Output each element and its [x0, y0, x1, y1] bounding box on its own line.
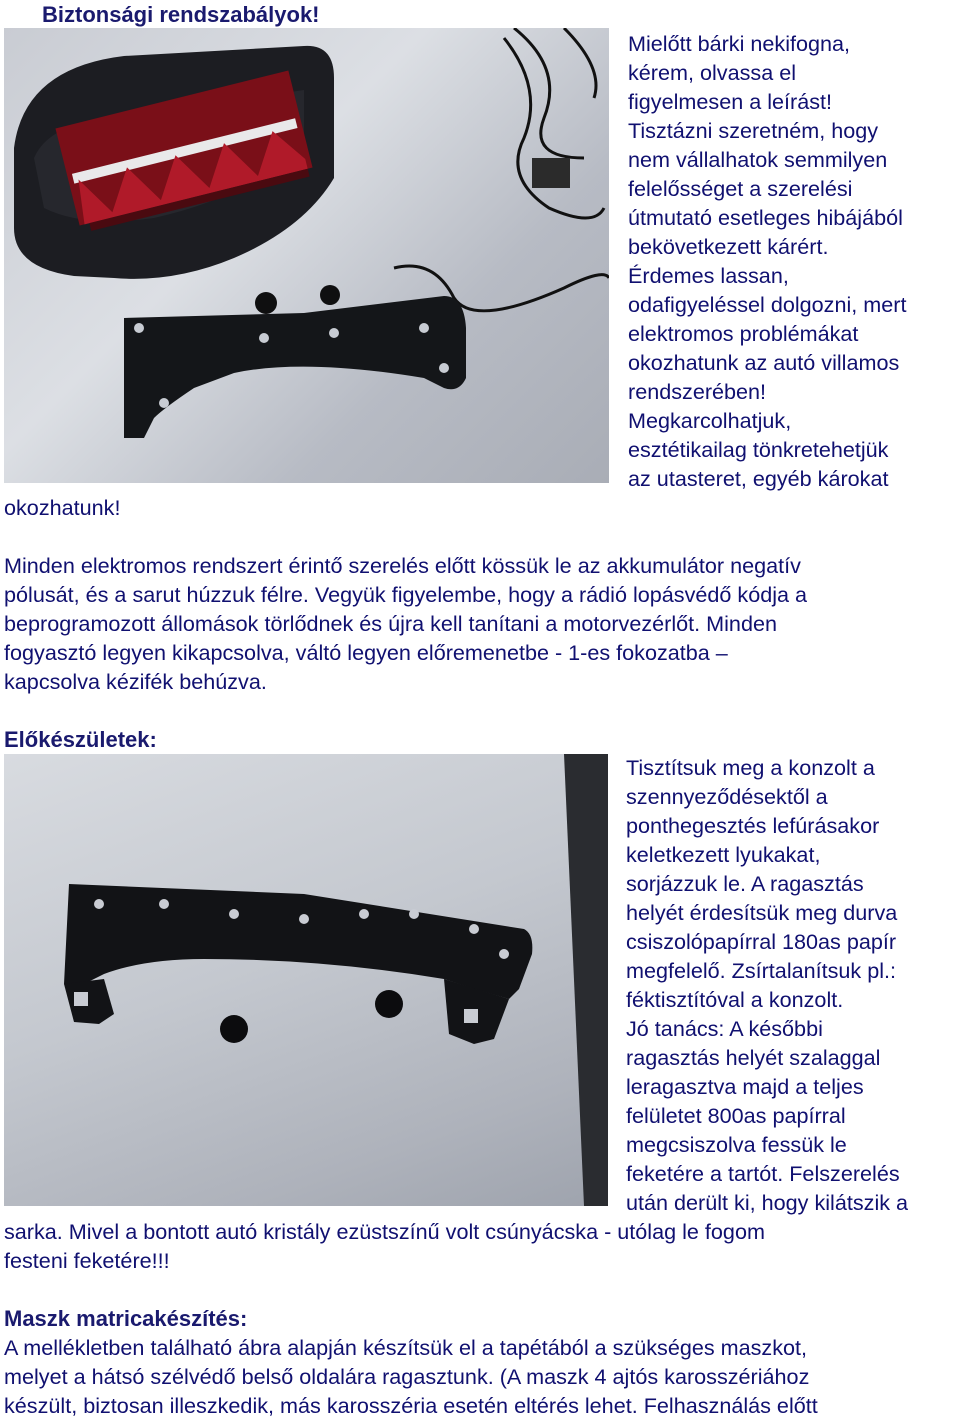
- text-line: helyét érdesítsük meg durva: [626, 900, 898, 925]
- text-line: festeni feketére!!!: [4, 1248, 170, 1273]
- brake-light-photo: [4, 28, 609, 483]
- text-line: elektromos problémákat: [628, 321, 859, 346]
- text-line: után derült ki, hogy kilátszik a: [626, 1190, 909, 1215]
- text-line: beprogramozott állomások törlődnek és újra kell tanítani a motorvezérlőt. Minden: [4, 611, 777, 636]
- text-line: kapcsolva kézifék behúzva.: [4, 669, 267, 694]
- text-line: felelősséget a szerelési: [628, 176, 853, 201]
- text-line: féktisztítóval a konzolt.: [626, 987, 844, 1012]
- text-line: ponthegesztés lefúrásakor: [626, 813, 880, 838]
- safety-side-text: [628, 29, 958, 493]
- mask-paragraph: [4, 1333, 956, 1420]
- text-line: megcsiszolva fessük le: [626, 1132, 847, 1157]
- text-line: esztétikailag tönkretehetjük: [628, 437, 889, 462]
- mask-heading: Maszk matricakészítés:: [4, 1306, 248, 1331]
- text-line: Tisztázni szeretném, hogy: [628, 118, 879, 143]
- bracket-photo: [4, 754, 608, 1206]
- prep-heading: Előkészületek:: [4, 727, 157, 752]
- text-line: felületet 800as papírral: [626, 1103, 846, 1128]
- safety-paragraph: [4, 551, 956, 696]
- text-line: bekövetkezett kárért.: [628, 234, 829, 259]
- bracket-photo-drawing: [4, 754, 608, 1206]
- text-line: keletkezett lyukakat,: [626, 842, 821, 867]
- text-line: Érdemes lassan,: [628, 263, 789, 288]
- text-line: Tisztítsuk meg a konzolt a: [626, 755, 875, 780]
- text-line: Mielőtt bárki nekifogna,: [628, 31, 851, 56]
- text-line: sarka. Mivel a bontott autó kristály ezüstszínű volt csúnyácska - utólag le fogom: [4, 1219, 765, 1244]
- text-line: csiszolópapírral 180as papír: [626, 929, 897, 954]
- text-line: odafigyeléssel dolgozni, mert: [628, 292, 907, 317]
- text-line: az utasteret, egyéb károkat: [628, 466, 889, 491]
- text-line: készült, biztosan illeszkedik, más karosszéria esetén eltérés lehet. Felhasználás előtt: [4, 1393, 818, 1418]
- text-line: ragasztás helyét szalaggal: [626, 1045, 881, 1070]
- text-line: feketére a tartót. Felszerelés: [626, 1161, 900, 1186]
- text-line: melyet a hátsó szélvédő belső oldalára ragasztunk. (A maszk 4 ajtós karosszériához: [4, 1364, 810, 1389]
- text-line: nem vállalhatok semmilyen: [628, 147, 888, 172]
- text-line: rendszerében!: [628, 379, 767, 404]
- text-line: útmutató esetleges hibájából: [628, 205, 903, 230]
- text-line: Minden elektromos rendszert érintő szerelés előtt kössük le az akkumulátor negatív: [4, 553, 801, 578]
- prep-side-text: [626, 753, 956, 1217]
- text-line: Jó tanács: A későbbi: [626, 1016, 823, 1041]
- text-line: figyelmesen a leírást!: [628, 89, 833, 114]
- text-line: A mellékletben található ábra alapján készítsük el a tapétából a szükséges maszkot,: [4, 1335, 808, 1360]
- text-line: megfelelő. Zsírtalanítsuk pl.:: [626, 958, 897, 983]
- safety-continuation: okozhatunk!: [4, 495, 121, 520]
- text-line: leragasztva majd a teljes: [626, 1074, 864, 1099]
- prep-continuation: [4, 1217, 956, 1275]
- text-line: kérem, olvassa el: [628, 60, 797, 85]
- brake-light-photo-drawing: [4, 28, 609, 483]
- text-line: sorjázzuk le. A ragasztás: [626, 871, 864, 896]
- text-line: szennyeződésektől a: [626, 784, 828, 809]
- text-line: pólusát, és a sarut húzzuk félre. Vegyük figyelembe, hogy a rádió lopásvédő kódja a: [4, 582, 808, 607]
- text-line: fogyasztó legyen kikapcsolva, váltó legyen előremenetbe - 1-es fokozatba –: [4, 640, 728, 665]
- text-line: Megkarcolhatjuk,: [628, 408, 792, 433]
- safety-heading: Biztonsági rendszabályok!: [42, 2, 320, 27]
- text-line: okozhatunk az autó villamos: [628, 350, 900, 375]
